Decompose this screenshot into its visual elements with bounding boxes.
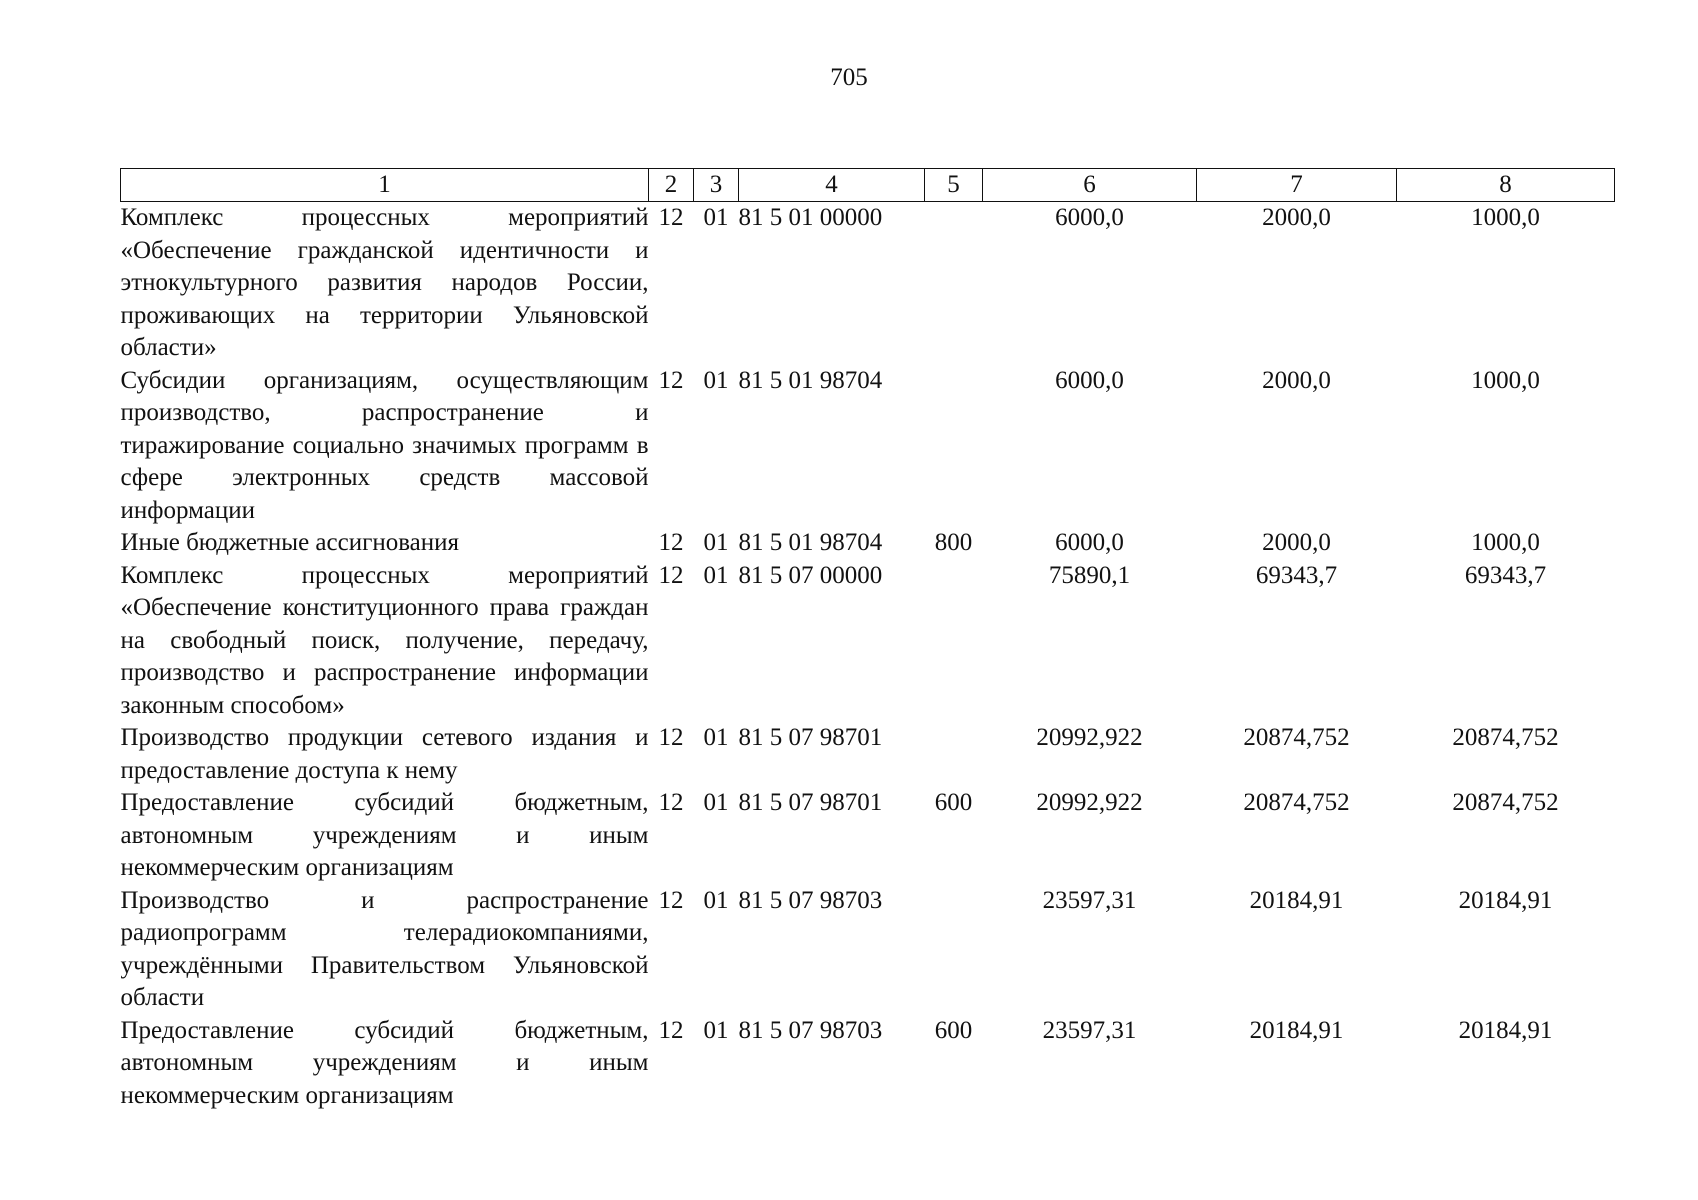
subsection-code: 01 [703,724,729,751]
section-code: 12 [658,724,684,751]
expense-type-code: 800 [934,529,973,556]
table-row [121,722,1615,787]
target-article-code: 81 5 07 98703 [738,886,883,914]
amount-column-7: 20184,91 [1249,1016,1344,1044]
item-name: Предоставление субсидий бюджетным, автономным учреждениям и иным некоммерческим организациям [120,1016,649,1109]
amount-column-6: 20992,922 [1036,724,1143,751]
subsection-code: 01 [703,204,729,231]
target-article-code: 81 5 07 00000 [738,561,883,589]
section-code: 12 [658,561,684,589]
target-article-code: 81 5 07 98703 [738,1016,883,1044]
subsection-code: 01 [703,789,729,816]
column-header: 4 [739,169,925,202]
item-name: Иные бюджетные ассигнования [120,529,460,556]
target-article-code: 81 5 01 00000 [738,204,883,231]
section-code: 12 [658,366,684,394]
amount-column-6: 75890,1 [1048,561,1131,589]
expense-type-code [925,560,983,723]
amount-column-8: 20874,752 [1452,724,1559,751]
table-row [121,202,1615,365]
subsection-code: 01 [703,886,729,914]
amount-column-6: 6000,0 [1055,529,1124,556]
item-name: Производство и распространение радиопрограмм телерадиокомпаниями, учреждёнными Правительством Ульяновской области [120,886,649,1011]
amount-column-7: 20874,752 [1243,724,1350,751]
amount-column-7: 20184,91 [1249,886,1344,914]
amount-column-8: 69343,7 [1464,561,1547,589]
section-code: 12 [658,1016,684,1044]
expense-type-code [925,885,983,1015]
subsection-code: 01 [703,366,729,394]
column-header: 5 [925,169,983,202]
section-code: 12 [658,529,684,556]
expense-type-code [925,722,983,787]
amount-column-6: 23597,31 [1042,1016,1137,1044]
amount-column-8: 20184,91 [1458,886,1553,914]
expense-type-code: 600 [934,1016,973,1044]
item-name: Субсидии организациям, осуществляющим производство, распространение и тиражирование социально значимых программ в сфере электронных средств массовой информации [120,366,649,524]
table-row [121,365,1615,528]
expense-type-code: 600 [934,789,973,816]
section-code: 12 [658,789,684,816]
expense-type-code [925,202,983,365]
page-number: 705 [830,64,868,91]
column-number-header-row [121,169,1615,202]
amount-column-7: 2000,0 [1262,204,1331,231]
subsection-code: 01 [703,561,729,589]
item-name: Производство продукции сетевого издания и предоставление доступа к нему [120,724,649,784]
target-article-code: 81 5 01 98704 [738,529,883,556]
expense-type-code [925,365,983,528]
table-row [121,787,1615,885]
column-header: 2 [649,169,694,202]
table-row [121,560,1615,723]
amount-column-6: 23597,31 [1042,886,1137,914]
budget-table [120,168,1615,1112]
subsection-code: 01 [703,1016,729,1044]
amount-column-8: 1000,0 [1471,204,1540,231]
target-article-code: 81 5 01 98704 [738,366,883,394]
column-header: 7 [1197,169,1397,202]
amount-column-7: 69343,7 [1255,561,1338,589]
item-name: Комплекс процессных мероприятий «Обеспечение гражданской идентичности и этнокультурного развития народов России, проживающих на территории Ульяновской области» [120,204,649,361]
amount-column-8: 20874,752 [1452,789,1559,816]
column-header: 6 [983,169,1197,202]
item-name: Комплекс процессных мероприятий «Обеспечение конституционного права граждан на свободный поиск, получение, передачу, производство и распространение информации законным способом» [120,561,649,719]
item-name: Предоставление субсидий бюджетным, автономным учреждениям и иным некоммерческим организациям [120,789,649,881]
section-code: 12 [658,886,684,914]
table-row [121,1015,1615,1113]
table-row [121,885,1615,1015]
column-header: 1 [121,169,649,202]
column-header: 3 [694,169,739,202]
amount-column-6: 6000,0 [1055,204,1124,231]
amount-column-8: 1000,0 [1471,529,1540,556]
amount-column-7: 2000,0 [1262,529,1331,556]
amount-column-6: 6000,0 [1055,366,1124,394]
table-row [121,527,1615,560]
target-article-code: 81 5 07 98701 [738,724,883,751]
target-article-code: 81 5 07 98701 [738,789,883,816]
amount-column-8: 1000,0 [1471,366,1540,394]
section-code: 12 [658,204,684,231]
subsection-code: 01 [703,529,729,556]
amount-column-7: 20874,752 [1243,789,1350,816]
amount-column-6: 20992,922 [1036,789,1143,816]
amount-column-7: 2000,0 [1262,366,1331,394]
column-header: 8 [1397,169,1615,202]
amount-column-8: 20184,91 [1458,1016,1553,1044]
